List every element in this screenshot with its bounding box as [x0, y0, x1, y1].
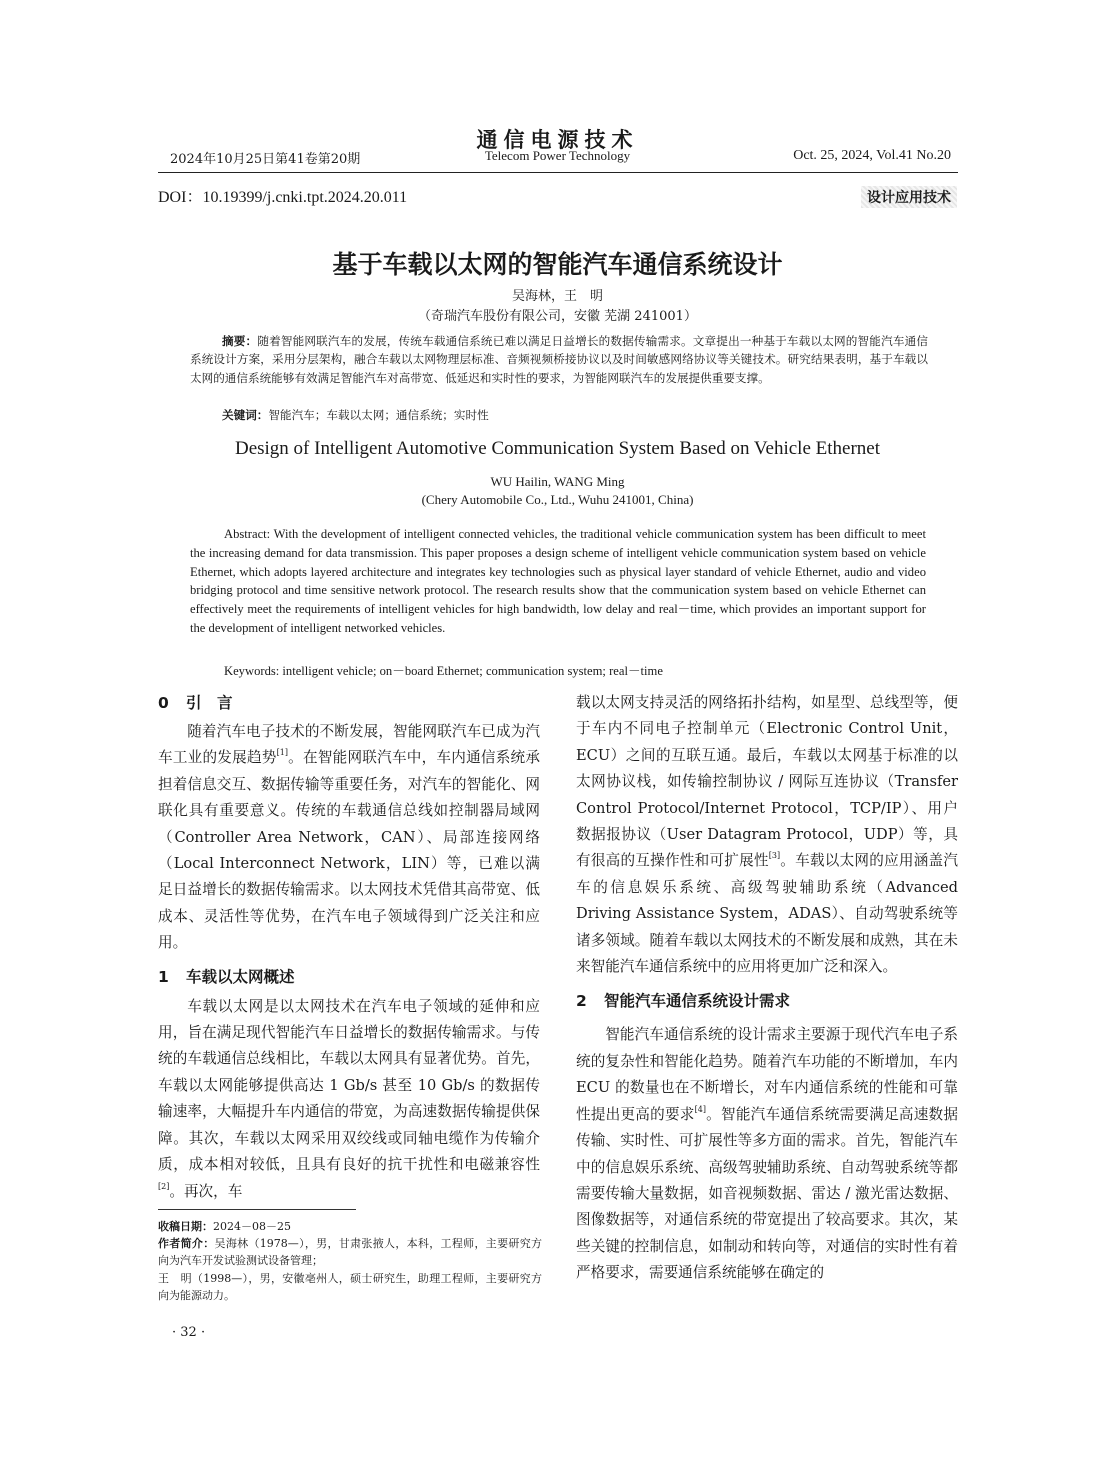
doi: DOI：10.19399/j.cnki.tpt.2024.20.011: [158, 189, 408, 206]
section-number: 1: [158, 967, 169, 986]
author-bio-2: 王 明（1998—），男，安徽亳州人，硕士研究生，助理工程师，主要研究方向为能源动力。: [158, 1271, 542, 1302]
paragraph-text: 随着汽车电子技术的不断发展，智能网联汽车已成为汽车工业的发展趋势: [158, 723, 540, 767]
paragraph: [158, 994, 540, 1205]
abstract-cn-text: 随着智能网联汽车的发展，传统车载通信系统已难以满足日益增长的数据传输需求。文章提出一种基于车载以太网的智能汽车通信系统设计方案，采用分层架构，融合车载以太网物理层标准、音频视频桥接协议以及时间敏感网络协议等关键技术。研究结果表明，基于车载以太网的通信系统能够有效满足智能汽车对高带宽、低延迟和实时性的要求，为智能网联汽车的发展提供重要支撑。: [190, 334, 928, 385]
issue-info-cn: 2024年10月25日第41卷第20期: [170, 152, 361, 167]
bio-label: 作者简介：: [158, 1237, 215, 1251]
authors-en: WU Hailin, WANG Ming: [490, 474, 625, 489]
paragraph-text: 载以太网支持灵活的网络拓扑结构，如星型、总线型等，便于车内不同电子控制单元（Electronic Control Unit，ECU）之间的互联互通。最后，车载以太网基于标准的以太网协议栈，如传输控制协议 / 网际互连协议（Transfer Control Protocol/Internet Protocol，TCP/IP）、用户数据报协议（User Datagram Protocol，UDP）等，具有很高的互操作性和可扩展性: [576, 694, 958, 870]
paragraph-text: 车载以太网是以太网技术在汽车电子领域的延伸和应用，旨在满足现代智能汽车日益增长的数据传输需求。与传统的车载通信总线相比，车载以太网具有显著优势。首先，车载以太网能够提供高达 1 Gb/s 甚至 10 Gb/s 的数据传输速率，大幅提升车内通信的带宽，为高速数据传输提供保障。其次，车载以太网采用双绞线或同轴电缆作为传输介质，成本相对较低，且具有良好的抗干扰性和电磁兼容性: [158, 997, 540, 1174]
author-bio: [158, 1235, 542, 1269]
paragraph-text: 。再次，车: [169, 1182, 243, 1200]
section-2-heading: [576, 988, 958, 1014]
body-column-right: [576, 690, 958, 1287]
abstract-en: Abstract: With the development of intelligent connected vehicles, the traditional vehicle communication system has been difficult to meet the increasing demand for data transmission. This paper proposes a design scheme of intelligent vehicle communication system based on vehicle Ethernet, which adopts layered architecture and integrates key technologies such as physical layer standard of vehicle Ethernet, audio and video bridging protocol and time sensitive network protocol. The research results show that the communication system based on vehicle Ethernet can effectively meet the requirements of intelligent vehicles for high bandwidth, low delay and real－time, which provides an important support for the development of intelligent networked vehicles.: [190, 527, 926, 635]
page-number: · 32 ·: [172, 1325, 206, 1340]
paragraph: [158, 719, 540, 957]
section-tag: 设计应用技术: [861, 186, 957, 208]
footnote: [158, 1218, 542, 1304]
abstract-cn: [190, 332, 928, 387]
paragraph-text: 。车载以太网的应用涵盖汽车的信息娱乐系统、高级驾驶辅助系统（Advanced Driving Assistance System，ADAS）、自动驾驶系统等诸多领域。随着车载以太网技术的不断发展和成熟，其在未来智能汽车通信系统中的应用将更加广泛和深入。: [576, 852, 958, 976]
received-date: [158, 1218, 542, 1235]
title-en: Design of Intelligent Automotive Communication System Based on Vehicle Ethernet: [234, 438, 881, 459]
section-title: 智能汽车通信系统设计需求: [604, 992, 791, 1011]
journal-name-en: Telecom Power Technology: [484, 148, 631, 163]
section-title: 车载以太网概述: [186, 967, 295, 986]
affiliation-cn: （奇瑞汽车股份有限公司，安徽 芜湖 241001）: [418, 309, 697, 324]
affiliation-en: (Chery Automobile Co., Ltd., Wuhu 241001, China): [421, 492, 694, 507]
journal-logo: 通信电源技术: [476, 127, 639, 152]
issue-info-en: Oct. 25, 2024, Vol.41 No.20: [793, 148, 951, 163]
citation: [2]: [158, 1181, 170, 1191]
citation: [4]: [694, 1104, 706, 1114]
section-1-heading: [158, 964, 540, 990]
footnote-rule: [158, 1209, 356, 1210]
keywords-en: Keywords: intelligent vehicle; on－board Ethernet; communication system; real－time: [224, 664, 663, 678]
citation: [3]: [768, 851, 781, 861]
received-value: 2024－08－25: [213, 1220, 291, 1233]
paragraph-text: 。在智能网联汽车中，车内通信系统承担着信息交互、数据传输等重要任务，对汽车的智能化、网联化具有重要意义。传统的车载通信总线如控制器局域网（Controller Area Network，CAN）、局部连接网络（Local Interconnect Network，LIN）等，已难以满足日益增长的数据传输需求。以太网技术凭借其高带宽、低成本、灵活性等优势，在汽车电子领域得到广泛关注和应用。: [158, 749, 540, 952]
paragraph: [576, 690, 958, 980]
received-label: 收稿日期：: [158, 1220, 213, 1233]
section-number: 2: [576, 992, 587, 1011]
header-rule: [158, 172, 958, 173]
bio-author-1: 吴海林（1978—），男，甘肃张掖人，本科，工程师，主要研究方向为汽车开发试验测试设备管理；: [158, 1237, 543, 1268]
body-column-left: [158, 690, 540, 1205]
section-number: 0: [158, 694, 169, 712]
title-cn: 基于车载以太网的智能汽车通信系统设计: [332, 250, 783, 279]
abstract-cn-label: 摘要：: [222, 334, 258, 348]
citation: [1]: [276, 748, 288, 758]
keywords-cn-label: 关键词：: [222, 408, 269, 422]
paragraph-text: 智能汽车通信系统的设计需求主要源于现代汽车电子系统的复杂性和智能化趋势。随着汽车功能的不断增加，车内 ECU 的数量也在不断增长，对车内通信系统的性能和可靠性提出更高的要求: [576, 1026, 958, 1123]
paragraph: [576, 1022, 958, 1286]
paragraph-text: 。智能汽车通信系统需要满足高速数据传输、实时性、可扩展性等多方面的需求。首先，智能汽车中的信息娱乐系统、高级驾驶辅助系统、自动驾驶系统等都需要传输大量数据，如音视频数据、雷达 / 激光雷达数据、图像数据等，对通信系统的带宽提出了较高要求。其次，某些关键的控制信息，如制动和转向等，对通信的实时性有着严格要求，需要通信系统能够在确定的: [576, 1105, 958, 1282]
section-0-heading: [158, 690, 540, 716]
keywords-cn-text: 智能汽车；车载以太网；通信系统；实时性: [268, 408, 489, 422]
keywords-cn: [222, 406, 489, 424]
authors-cn: 吴海林，王 明: [511, 289, 603, 304]
section-title: 引 言: [186, 694, 233, 712]
